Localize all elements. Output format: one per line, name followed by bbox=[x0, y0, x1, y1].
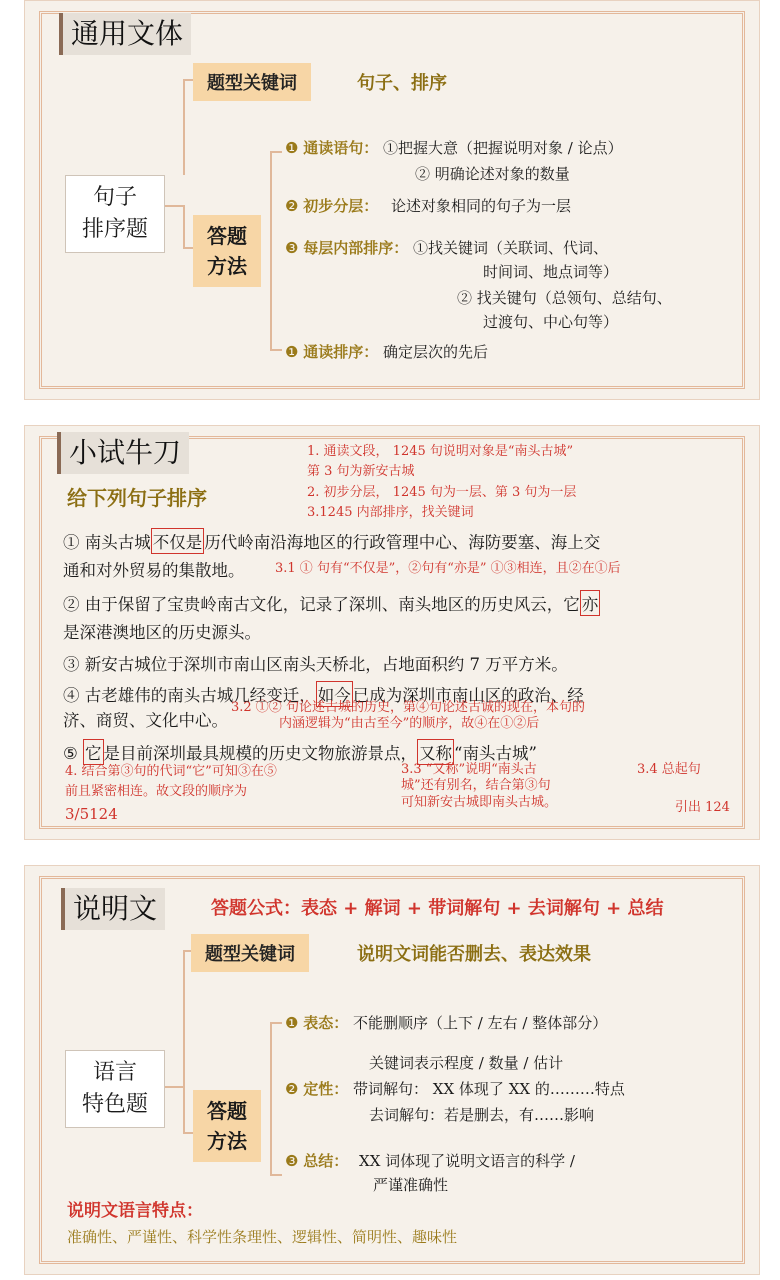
note-line: 第 3 句为新安古城 bbox=[307, 464, 415, 480]
question-type-keyword-value: 说明文词能否删去、表达效果 bbox=[357, 944, 591, 965]
connector-line bbox=[270, 1174, 282, 1176]
sentence-text: ② 由于保留了宝贵岭南古文化，记录了深圳、南头地区的历史风云，它 bbox=[63, 595, 580, 614]
connector-line bbox=[165, 1086, 185, 1088]
features-title: 说明文语言特点： bbox=[67, 1201, 203, 1221]
answer-formula bbox=[211, 898, 757, 922]
card-title: 通用文体 bbox=[59, 13, 191, 55]
step-bullet: ❸ bbox=[285, 1152, 299, 1170]
note-line: 2. 初步分层， 1245 句为一层、第 3 句为一层 bbox=[307, 484, 577, 500]
sentence-2 bbox=[63, 590, 600, 616]
connector-line bbox=[270, 1022, 272, 1176]
connector-line bbox=[270, 1022, 282, 1024]
sentence-text: 是目前深圳最具规模的历史文物旅游景点， bbox=[103, 744, 418, 763]
sentence-text: 已成为深圳市南山区的政治、经 bbox=[352, 686, 584, 705]
category-box bbox=[65, 175, 165, 253]
formula-text: 答题公式：表态 + 解词 + 带词解句 + 去词解句 + 总结 bbox=[211, 898, 664, 919]
answer-line: 答题 bbox=[207, 224, 247, 248]
category-line: 语言 bbox=[92, 1060, 137, 1085]
sentence-text: ① 南头古城 bbox=[63, 533, 151, 552]
task-subtitle: 给下列句子排序 bbox=[67, 486, 207, 510]
category-line: 句子 bbox=[92, 185, 137, 210]
note-line: 3.1245 内部排序，找关键词 bbox=[307, 504, 474, 520]
question-type-keyword-value: 句子、排序 bbox=[357, 73, 447, 94]
note-line: 可知新安古城即南头古城。 bbox=[401, 794, 558, 810]
card-general-style bbox=[24, 0, 760, 400]
note-line: 内涵逻辑为“由古至今”的顺序，故④在①②后 bbox=[279, 716, 540, 732]
step-bullet: ❶ bbox=[285, 139, 299, 157]
step-text-line: 去词解句：若是删去，有……影响 bbox=[369, 1106, 595, 1124]
sentence-text: 历代岭南沿海地区的行政管理中心、海防要塞、海上交 bbox=[204, 533, 601, 552]
step-text-line: 严谨准确性 bbox=[373, 1176, 449, 1194]
sentence-2-cont: 是深港澳地区的历史源头。 bbox=[63, 623, 261, 642]
step-bullet: ❸ bbox=[285, 239, 299, 257]
category-line: 特色题 bbox=[81, 1091, 148, 1117]
step-read-order bbox=[285, 341, 488, 362]
answer-line: 方法 bbox=[207, 254, 247, 278]
answer-line: 答题 bbox=[207, 1099, 247, 1123]
connector-line bbox=[183, 247, 193, 249]
sentence-1 bbox=[63, 528, 600, 554]
note-source: 引出 124 bbox=[675, 800, 730, 815]
connector-line bbox=[165, 205, 185, 207]
note-analysis bbox=[307, 444, 576, 521]
step-text: XX 词体现了说明文语言的科学 / bbox=[359, 1152, 575, 1170]
step-text-line: ② 找关键句（总领句、总结句、 bbox=[457, 289, 672, 307]
step-inner-ordering bbox=[285, 237, 608, 258]
step-characterize bbox=[285, 1078, 625, 1099]
keyword-mark: 不仅是 bbox=[151, 528, 205, 554]
category-line: 排序题 bbox=[81, 216, 148, 242]
step-text-line: 关键词表示程度 / 数量 / 估计 bbox=[369, 1054, 564, 1072]
step-text-line: 过渡句、中心句等） bbox=[483, 313, 619, 331]
connector-line bbox=[183, 79, 185, 175]
sentence-text: ⑤ bbox=[63, 744, 84, 763]
answer-method-box bbox=[193, 1090, 261, 1162]
step-label: 表态： bbox=[303, 1014, 349, 1032]
connector-line bbox=[183, 79, 193, 81]
features-text: 准确性、严谨性、科学性条理性、逻辑性、简明性、趣味性 bbox=[67, 1228, 458, 1246]
step-bullet: ❷ bbox=[285, 197, 299, 215]
step-text-line: 时间词、地点词等） bbox=[483, 263, 619, 281]
step-label: 初步分层： bbox=[303, 197, 379, 215]
step-initial-layering bbox=[285, 195, 571, 216]
step-bullet: ❷ bbox=[285, 1080, 299, 1098]
step-label: 通读语句： bbox=[303, 139, 379, 157]
card-practice bbox=[24, 425, 760, 840]
keyword-mark: 如今 bbox=[316, 681, 353, 707]
connector-line bbox=[183, 1046, 185, 1134]
note-line: 3.3 “又称”说明“南头古 bbox=[401, 762, 537, 777]
step-text: ①把握大意（把握说明对象 / 论点） bbox=[383, 139, 623, 157]
step-text: 不能删顺序（上下 / 左右 / 整体部分） bbox=[353, 1014, 608, 1032]
answer-method-box bbox=[193, 215, 261, 287]
category-box bbox=[65, 1050, 165, 1128]
step-summary bbox=[285, 1150, 575, 1171]
question-type-keyword-tag: 题型关键词 bbox=[191, 934, 309, 972]
answer-line: 方法 bbox=[207, 1129, 247, 1153]
sentence-4-cont: 济、商贸、文化中心。 bbox=[63, 711, 228, 730]
note-3-3 bbox=[401, 762, 557, 811]
connector-line bbox=[270, 151, 272, 351]
sentence-1-cont: 通和对外贸易的集散地。 bbox=[63, 561, 245, 580]
step-text-line: ② 明确论述对象的数量 bbox=[415, 165, 570, 183]
step-label: 每层内部排序： bbox=[303, 239, 409, 257]
step-stance bbox=[285, 1012, 607, 1033]
step-label: 定性： bbox=[303, 1080, 349, 1098]
step-text: ①找关键词（关联词、代词、 bbox=[413, 239, 609, 257]
keyword-mark: 亦 bbox=[580, 590, 601, 616]
connector-line bbox=[270, 349, 282, 351]
step-read-through bbox=[285, 137, 623, 158]
card-title: 说明文 bbox=[61, 888, 165, 930]
step-text: 论述对象相同的句子为一层 bbox=[391, 197, 572, 215]
connector-line bbox=[183, 205, 185, 249]
connector-line bbox=[183, 1132, 193, 1134]
step-text: 确定层次的先后 bbox=[383, 343, 489, 361]
card-expository bbox=[24, 865, 760, 1275]
keyword-mark: 又称 bbox=[417, 739, 454, 765]
question-type-keyword-tag: 题型关键词 bbox=[193, 63, 311, 101]
step-label: 通读排序： bbox=[303, 343, 379, 361]
note-line: 城”还有别名，结合第③句 bbox=[401, 778, 551, 794]
note-answer: 3/5124 bbox=[65, 804, 118, 823]
keyword-mark: 它 bbox=[83, 739, 104, 765]
step-label: 总结： bbox=[303, 1152, 349, 1170]
connector-line bbox=[183, 950, 185, 1046]
sentence-text: ④ 古老雄伟的南头古城几经变迁， bbox=[63, 686, 316, 705]
note-3-4: 3.4 总起句 bbox=[637, 762, 701, 777]
sentence-3: ③ 新安古城位于深圳市南山区南头天桥北，占地面积约 7 万平方米。 bbox=[63, 655, 568, 674]
note-line: 3.2 ①② 句论述古城的历史，第④句论述古诚的现在，本句的 bbox=[231, 700, 585, 715]
card-title: 小试牛刀 bbox=[57, 432, 189, 474]
step-text: 带词解句： XX 体现了 XX 的………特点 bbox=[353, 1080, 625, 1098]
step-bullet: ❶ bbox=[285, 343, 299, 361]
note-3-1: 3.1 ① 句有“不仅是”，②句有“亦是” ①③相连，且②在①后 bbox=[275, 561, 621, 576]
note-line: 1. 通读文段， 1245 句说明对象是“南头古城” bbox=[307, 444, 574, 459]
note-line: 前且紧密相连。故文段的顺序为 bbox=[65, 784, 248, 800]
sentence-text: “南头古城” bbox=[454, 744, 537, 763]
note-3-2 bbox=[231, 700, 585, 733]
note-4-conclusion bbox=[65, 764, 277, 823]
note-line: 4. 结合第③句的代词“它”可知③在⑤ bbox=[65, 764, 277, 779]
step-bullet: ❶ bbox=[285, 1014, 299, 1032]
connector-line bbox=[270, 151, 282, 153]
